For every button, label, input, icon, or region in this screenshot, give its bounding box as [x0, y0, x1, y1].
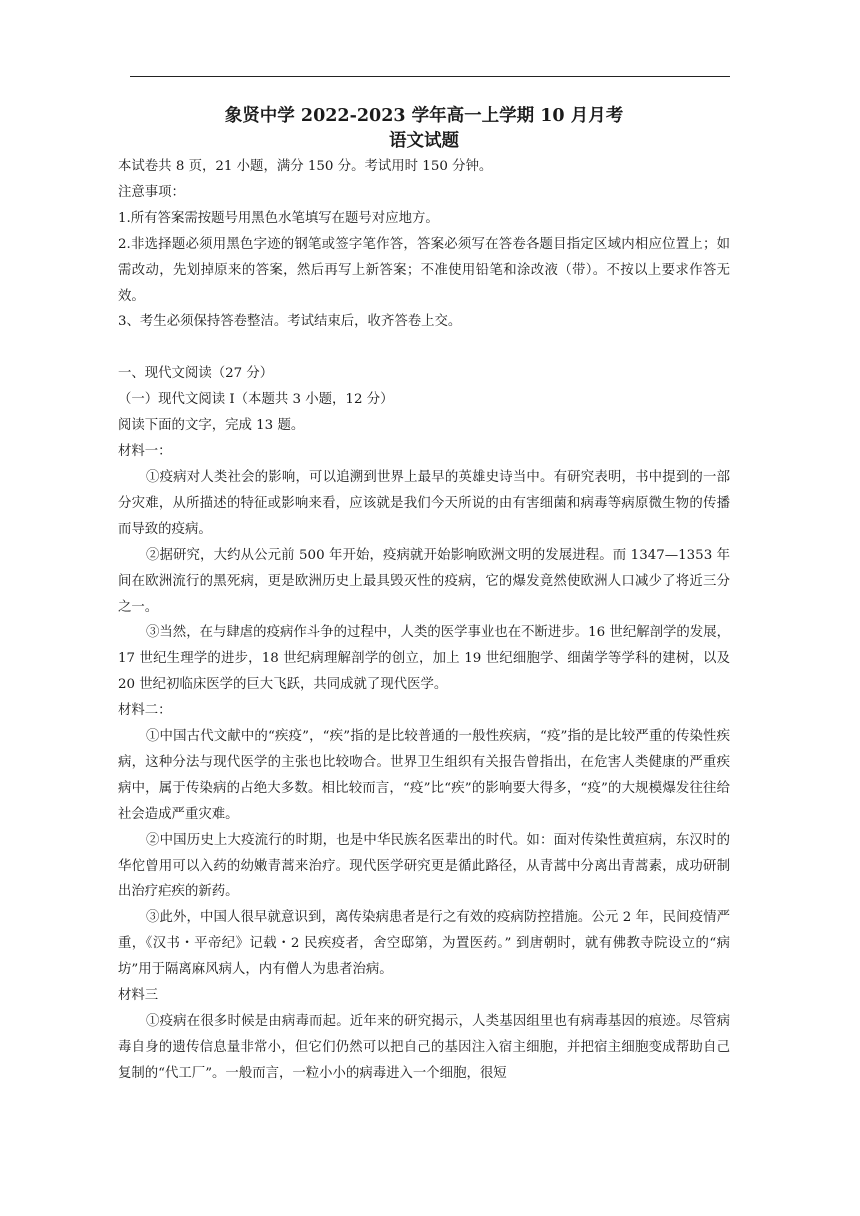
- notice-item-3: 3、考生必须保持答卷整洁。考试结束后，收齐答卷上交。: [118, 314, 462, 330]
- spacer: [118, 335, 730, 361]
- exam-summary: 本试卷共 8 页，21 小题，满分 150 分。考试用时 150 分钟。: [118, 159, 493, 174]
- material-3-paragraph-1: ①疫病在很多时候是由病毒而起。近年来的研究揭示，人类基因组里也有病毒基因的痕迹。尽管病毒自身的遗传信息量非常小，但它们仍然可以把自己的基因注入宿主细胞，并把宿主细胞变成帮助自己复制的“代工厂”。一般而言，一粒小小的病毒进入一个细胞，很短: [118, 1014, 730, 1081]
- material-2-paragraph-1: ①中国古代文献中的“疾疫”，“疾”指的是比较普通的一般性疾病，“疫”指的是比较严重的传染性疾病，这种分法与现代医学的主张也比较吻合。世界卫生组织有关报告曾指出，在危害人类健康的严重疾病中，属于传染病的占绝大多数。相比较而言，“疫”比“疾”的影响要大得多，“疫”的大规模爆发往往给社会造成严重灾难。: [118, 729, 730, 822]
- material-1-label: 材料一：: [118, 444, 172, 460]
- notice-heading: 注意事项：: [118, 184, 185, 200]
- notice-item-1: 1.所有答案需按题号用黑色水笔填写在题号对应地方。: [118, 210, 439, 226]
- material-2-label: 材料二：: [118, 703, 172, 719]
- exam-page: [118, 104, 730, 1087]
- section-heading: 一、现代文阅读（27 分）: [118, 366, 274, 382]
- material-2-paragraph-2: ②中国历史上大疫流行的时期，也是中华民族名医辈出的时代。如：面对传染性黄疸病，东汉时的华佗曾用可以入药的幼嫩青蒿来治疗。现代医学研究更是循此路径，从青蒿中分离出青蒿素，成功研制出治疗疟疾的新药。: [118, 832, 730, 900]
- material-3-label: 材料三: [118, 988, 159, 1004]
- material-1-paragraph-2: ②据研究，大约从公元前 500 年开始，疫病就开始影响欧洲文明的发展进程。而 1347—1353 年间在欧洲流行的黑死病，更是欧洲历史上最具毁灭性的疫病，它的爆发竟然使欧洲人口减少了将近三分之一。: [118, 547, 730, 615]
- material-1-paragraph-3: ③当然，在与肆虐的疫病作斗争的过程中，人类的医学事业也在不断进步。16 世纪解剖学的发展，17 世纪生理学的进步，18 世纪病理解剖学的创立，加上 19 世纪细胞学、细菌学等学科的建树，以及 20 世纪初临床医学的巨大飞跃，共同成就了现代医学。: [118, 625, 730, 693]
- material-2-paragraph-3: ③此外，中国人很早就意识到，离传染病患者是行之有效的疫病防控措施。公元 2 年，民间疫情严重，《汉书・平帝纪》记载・2 民疾疫者，舍空邸第，为置医药。” 到唐朝时，就有佛教寺院设立的“病坊”用于隔离麻风病人，内有僧人为患者治病。: [118, 910, 730, 978]
- header-rule: [130, 76, 730, 77]
- sub-section-heading: （一）现代文阅读 I（本题共 3 小题，12 分）: [118, 392, 394, 408]
- exam-subtitle: 语文试题: [389, 131, 459, 151]
- reading-instruction: 阅读下面的文字，完成 13 题。: [118, 418, 305, 434]
- material-1-paragraph-1: ①疫病对人类社会的影响，可以追溯到世界上最早的英雄史诗当中。有研究表明，书中提到的一部分灾难，从所描述的特征或影响来看，应该就是我们今天所说的由有害细菌和病毒等病原微生物的传播而导致的疫病。: [118, 469, 730, 537]
- exam-title: 象贤中学 2022-2023 学年高一上学期 10 月月考: [224, 106, 624, 126]
- notice-item-2: 2.非选择题必须用黑色字迹的钢笔或签字笔作答，答案必须写在答卷各题目指定区域内相应位置上；如需改动，先划掉原来的答案，然后再写上新答案；不准使用铅笔和涂改液（带）。不按以上要求作答无效。: [118, 236, 730, 304]
